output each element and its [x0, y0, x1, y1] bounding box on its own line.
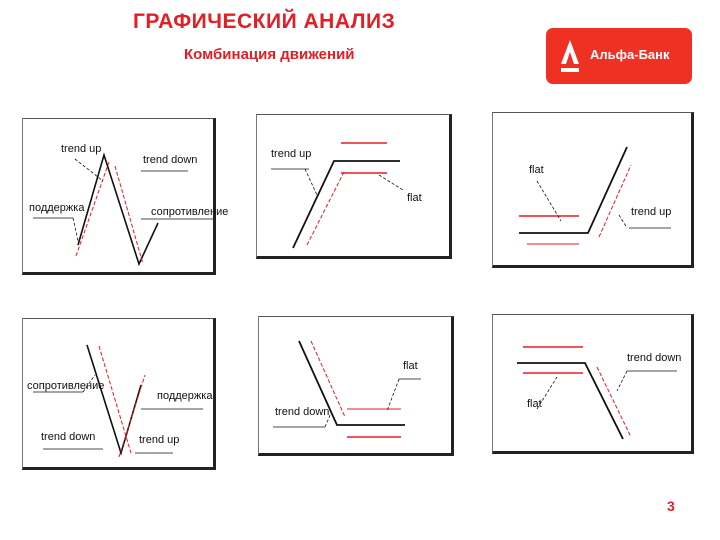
diagram-1-canvas	[23, 119, 229, 276]
diagram-panel-2	[256, 114, 452, 259]
diagram-5-canvas	[259, 317, 455, 457]
label-trend-up: trend up	[139, 434, 180, 446]
trend-line-down	[597, 367, 631, 437]
label-flat: flat	[529, 164, 544, 176]
diagram-4-canvas	[23, 319, 217, 471]
alfa-bank-logo	[546, 28, 692, 84]
diagram-3-canvas	[493, 113, 695, 269]
diagram-panel-1	[22, 118, 229, 275]
label-trend-down: trend down	[627, 352, 682, 364]
label-resistance: сопротивление	[27, 380, 105, 392]
page-number: 3	[667, 498, 675, 514]
diagram-panel-3	[492, 112, 694, 268]
label-flat: flat	[527, 398, 542, 410]
label-trend-down: trend down	[41, 431, 96, 443]
label-support: поддержка	[29, 202, 85, 214]
slide-title: ГРАФИЧЕСКИЙ АНАЛИЗ	[133, 10, 396, 33]
label-trend-up: trend up	[271, 148, 312, 160]
trend-line-down	[115, 166, 143, 264]
slide-subtitle: Комбинация движений	[184, 46, 355, 63]
diagram-panel-5	[258, 316, 454, 456]
trend-line-up	[599, 165, 631, 237]
price-path	[293, 161, 400, 248]
label-trend-down: trend down	[143, 154, 198, 166]
label-support: поддержка	[157, 390, 213, 402]
label-flat: flat	[403, 360, 418, 372]
diagram-panel-4	[22, 318, 216, 470]
label-flat: flat	[407, 192, 422, 204]
diagram-panel-6	[492, 314, 694, 454]
label-trend-up: trend up	[631, 206, 672, 218]
label-resistance: сопротивление	[151, 206, 229, 218]
label-trend-up: trend up	[61, 143, 102, 155]
diagram-2-canvas	[257, 115, 453, 260]
label-trend-down: trend down	[275, 406, 330, 418]
logo-text: Альфа-Банк	[590, 47, 670, 62]
alfa-letter-icon	[558, 38, 582, 74]
diagram-6-canvas	[493, 315, 695, 455]
price-path	[519, 147, 627, 233]
